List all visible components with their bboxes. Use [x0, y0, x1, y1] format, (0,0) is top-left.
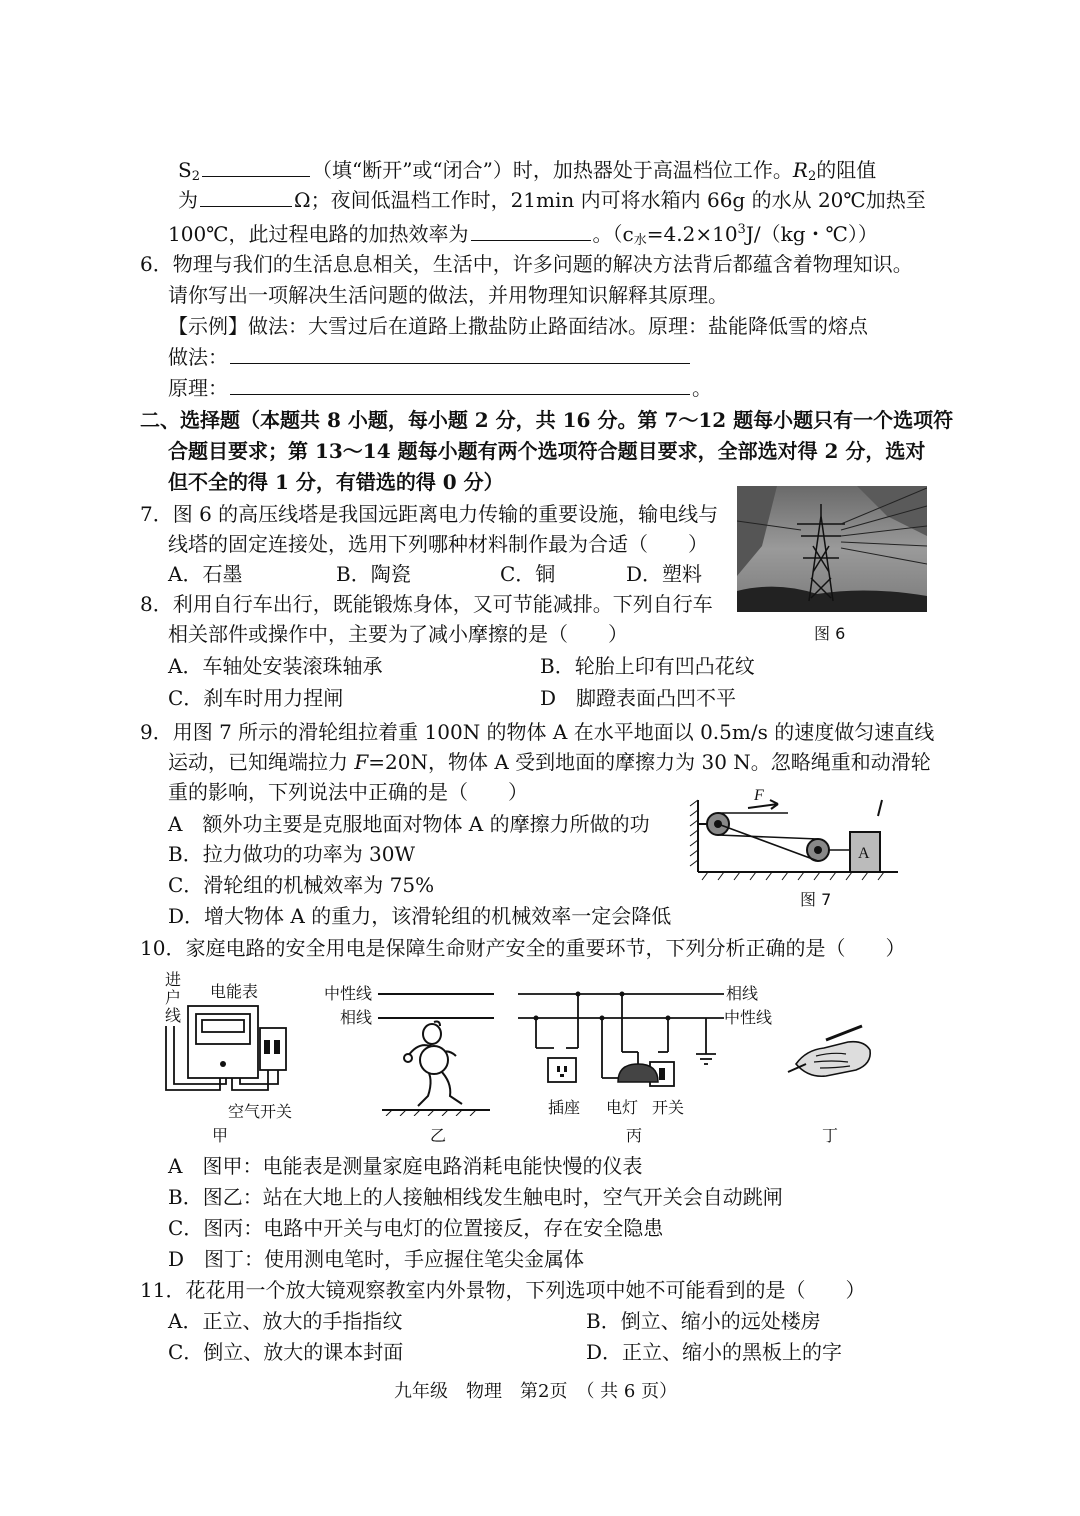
figure-ding-caption: 丁 — [822, 1126, 839, 1145]
q5-l1-tail: 的阻值 — [816, 158, 877, 182]
section2-header-2: 合题目要求；第 13～14 题每小题有两个选项符合题目要求，全部选对得 2 分，选对 — [168, 439, 926, 463]
q7-option-c[interactable]: C．铜 — [500, 562, 556, 586]
q7-option-d[interactable]: D．塑料 — [626, 562, 703, 586]
q6-principle-end: 。 — [692, 376, 712, 400]
q9-l2-part-2: =20N，物体 A 受到地面的摩擦力为 30 N。忽略绳重和动滑轮 — [368, 750, 931, 774]
bing-socket-label: 插座 — [548, 1098, 581, 1117]
q5-l2-pre: 为 — [178, 188, 198, 212]
yi-live-label: 相线 — [340, 1008, 373, 1027]
q9-line-3: 重的影响，下列说法中正确的是（ ） — [168, 780, 528, 804]
q5-l2-text: Ω；夜间低温档工作时，21min 内可将水箱内 66g 的水从 20℃加热至 — [294, 188, 926, 212]
figure-7-caption: 图 7 — [800, 890, 832, 909]
q5-r-symbol: R — [792, 158, 808, 182]
yi-shock-diagram — [378, 986, 498, 1116]
q5-blank-3[interactable] — [471, 220, 591, 241]
bing-circuit-diagram — [518, 986, 728, 1094]
q9-option-b[interactable]: B．拉力做功的功率为 30W — [168, 842, 416, 866]
q11-option-b[interactable]: B．倒立、缩小的远处楼房 — [586, 1309, 821, 1333]
q8-option-a[interactable]: A．车轴处安装滚珠轴承 — [168, 654, 383, 678]
q10-line-1: 10．家庭电路的安全用电是保障生命财产安全的重要环节，下列分析正确的是（ ） — [140, 936, 906, 960]
q5-blank-2[interactable] — [200, 186, 292, 207]
q6-principle-label: 原理： — [168, 376, 228, 400]
q8-line-2: 相关部件或操作中，主要为了减小摩擦的是（ ） — [168, 622, 628, 646]
jia-switch-label: 空气开关 — [228, 1102, 293, 1121]
section2-header-1: 二、选择题（本题共 8 小题，每小题 2 分，共 16 分。第 7～12 题每小题只有一个选项符 — [140, 408, 954, 432]
figure-jia-caption: 甲 — [212, 1126, 229, 1145]
pulley-diagram — [688, 780, 908, 884]
bing-live-label: 相线 — [726, 984, 759, 1003]
q6-principle-row — [168, 374, 712, 402]
q11-option-d[interactable]: D．正立、缩小的黑板上的字 — [586, 1340, 843, 1364]
q8-option-d[interactable]: D 脚蹬表面凸凹不平 — [540, 686, 737, 710]
q7-option-b[interactable]: B．陶瓷 — [336, 562, 411, 586]
figure-6-caption: 图 6 — [814, 624, 846, 643]
q9-option-a[interactable]: A 额外功主要是克服地面对物体 A 的摩擦力所做的功 — [168, 812, 650, 836]
q5-blank-1[interactable] — [202, 156, 310, 177]
q5-r-subscript: 2 — [807, 169, 817, 184]
q5-s-subscript: 2 — [191, 169, 200, 184]
tower-photo — [737, 486, 927, 612]
q6-method-blank[interactable] — [230, 343, 690, 364]
q6-method-row — [168, 343, 692, 371]
q10-option-b[interactable]: B．图乙：站在大地上的人接触相线发生触电时，空气开关会自动跳闸 — [168, 1185, 783, 1209]
q5-c-subscript: 水 — [633, 233, 647, 248]
q11-option-a[interactable]: A．正立、放大的手指指纹 — [168, 1309, 403, 1333]
q5-c-unit: J/（kg・℃）） — [745, 222, 878, 246]
q5-c-value: =4.2×10 — [646, 222, 738, 246]
figure-yi-caption: 乙 — [430, 1126, 447, 1145]
q9-option-d[interactable]: D．增大物体 A 的重力，该滑轮组的机械效率一定会降低 — [168, 904, 672, 928]
q9-option-c[interactable]: C．滑轮组的机械效率为 75% — [168, 873, 435, 897]
jia-meter-diagram — [160, 1000, 300, 1100]
jia-meter-label: 电能表 — [210, 982, 259, 1001]
pulley-object-label: A — [858, 845, 870, 862]
page-footer: 九年级 物理 第2页 （ 共 6 页） — [394, 1381, 678, 1402]
q9-line-2 — [168, 748, 931, 776]
q11-option-c[interactable]: C．倒立、放大的课本封面 — [168, 1340, 404, 1364]
q5-line-2 — [178, 186, 926, 214]
jia-inlet-label-3: 线 — [165, 1006, 182, 1025]
jia-inlet-label-1: 进 — [165, 970, 182, 989]
q5-c-exponent: 3 — [737, 222, 746, 237]
q7-option-a[interactable]: A．石墨 — [168, 562, 243, 586]
q10-option-c[interactable]: C．图丙：电路中开关与电灯的位置接反，存在安全隐患 — [168, 1216, 664, 1240]
q7-line-2: 线塔的固定连接处，选用下列哪种材料制作最为合适（ ） — [168, 532, 708, 556]
q8-option-c[interactable]: C．刹车时用力捏闸 — [168, 686, 344, 710]
q9-line-1: 9．用图 7 所示的滑轮组拉着重 100N 的物体 A 在水平地面以 0.5m/s 的速度做匀速直线 — [140, 720, 935, 744]
q5-l3-pre: 100℃，此过程电路的加热效率为 — [168, 222, 469, 246]
figure-bing-caption: 丙 — [626, 1126, 643, 1145]
q11-line-1: 11．花花用一个放大镜观察教室内外景物，下列选项中她不可能看到的是（ ） — [140, 1278, 866, 1302]
q5-s-symbol: S — [178, 158, 192, 182]
bing-neutral-label: 中性线 — [724, 1008, 773, 1027]
q10-option-a[interactable]: A 图甲：电能表是测量家庭电路消耗电能快慢的仪表 — [168, 1154, 643, 1178]
pulley-force-label: F — [754, 787, 764, 804]
q7-line-1: 7．图 6 的高压线塔是我国远距离电力传输的重要设施，输电线与 — [140, 502, 719, 526]
q6-principle-blank[interactable] — [230, 374, 690, 395]
yi-neutral-label: 中性线 — [324, 984, 373, 1003]
q6-method-label: 做法： — [168, 345, 228, 369]
q5-l1-text: （填“断开”或“闭合”）时，加热器处于高温档位工作。 — [311, 158, 793, 182]
q8-line-1: 8．利用自行车出行，既能锻炼身体，又可节能减排。下列自行车 — [140, 592, 713, 616]
q10-option-d[interactable]: D 图丁：使用测电笔时，手应握住笔尖金属体 — [168, 1247, 585, 1271]
jia-inlet-label-2: 户 — [165, 988, 182, 1007]
bing-lamp-label: 电灯 — [606, 1098, 639, 1117]
ding-test-pen-hand — [786, 1020, 876, 1084]
q9-force-symbol: F — [354, 750, 369, 774]
q5-l3-post: 。（c — [592, 222, 634, 246]
bing-switch-label: 开关 — [652, 1098, 685, 1117]
q6-example: 【示例】做法：大雪过后在道路上撒盐防止路面结冰。原理：盐能降低雪的熔点 — [168, 314, 868, 338]
q8-option-b[interactable]: B．轮胎上印有凹凸花纹 — [540, 654, 755, 678]
q6-line-1: 6．物理与我们的生活息息相关，生活中，许多问题的解决方法背后都蕴含着物理知识。 — [140, 252, 913, 276]
q9-l2-part-1: 运动，已知绳端拉力 — [168, 750, 355, 774]
section2-header-3: 但不全的得 1 分，有错选的得 0 分） — [168, 470, 504, 494]
q6-line-2: 请你写出一项解决生活问题的做法，并用物理知识解释其原理。 — [168, 283, 728, 307]
